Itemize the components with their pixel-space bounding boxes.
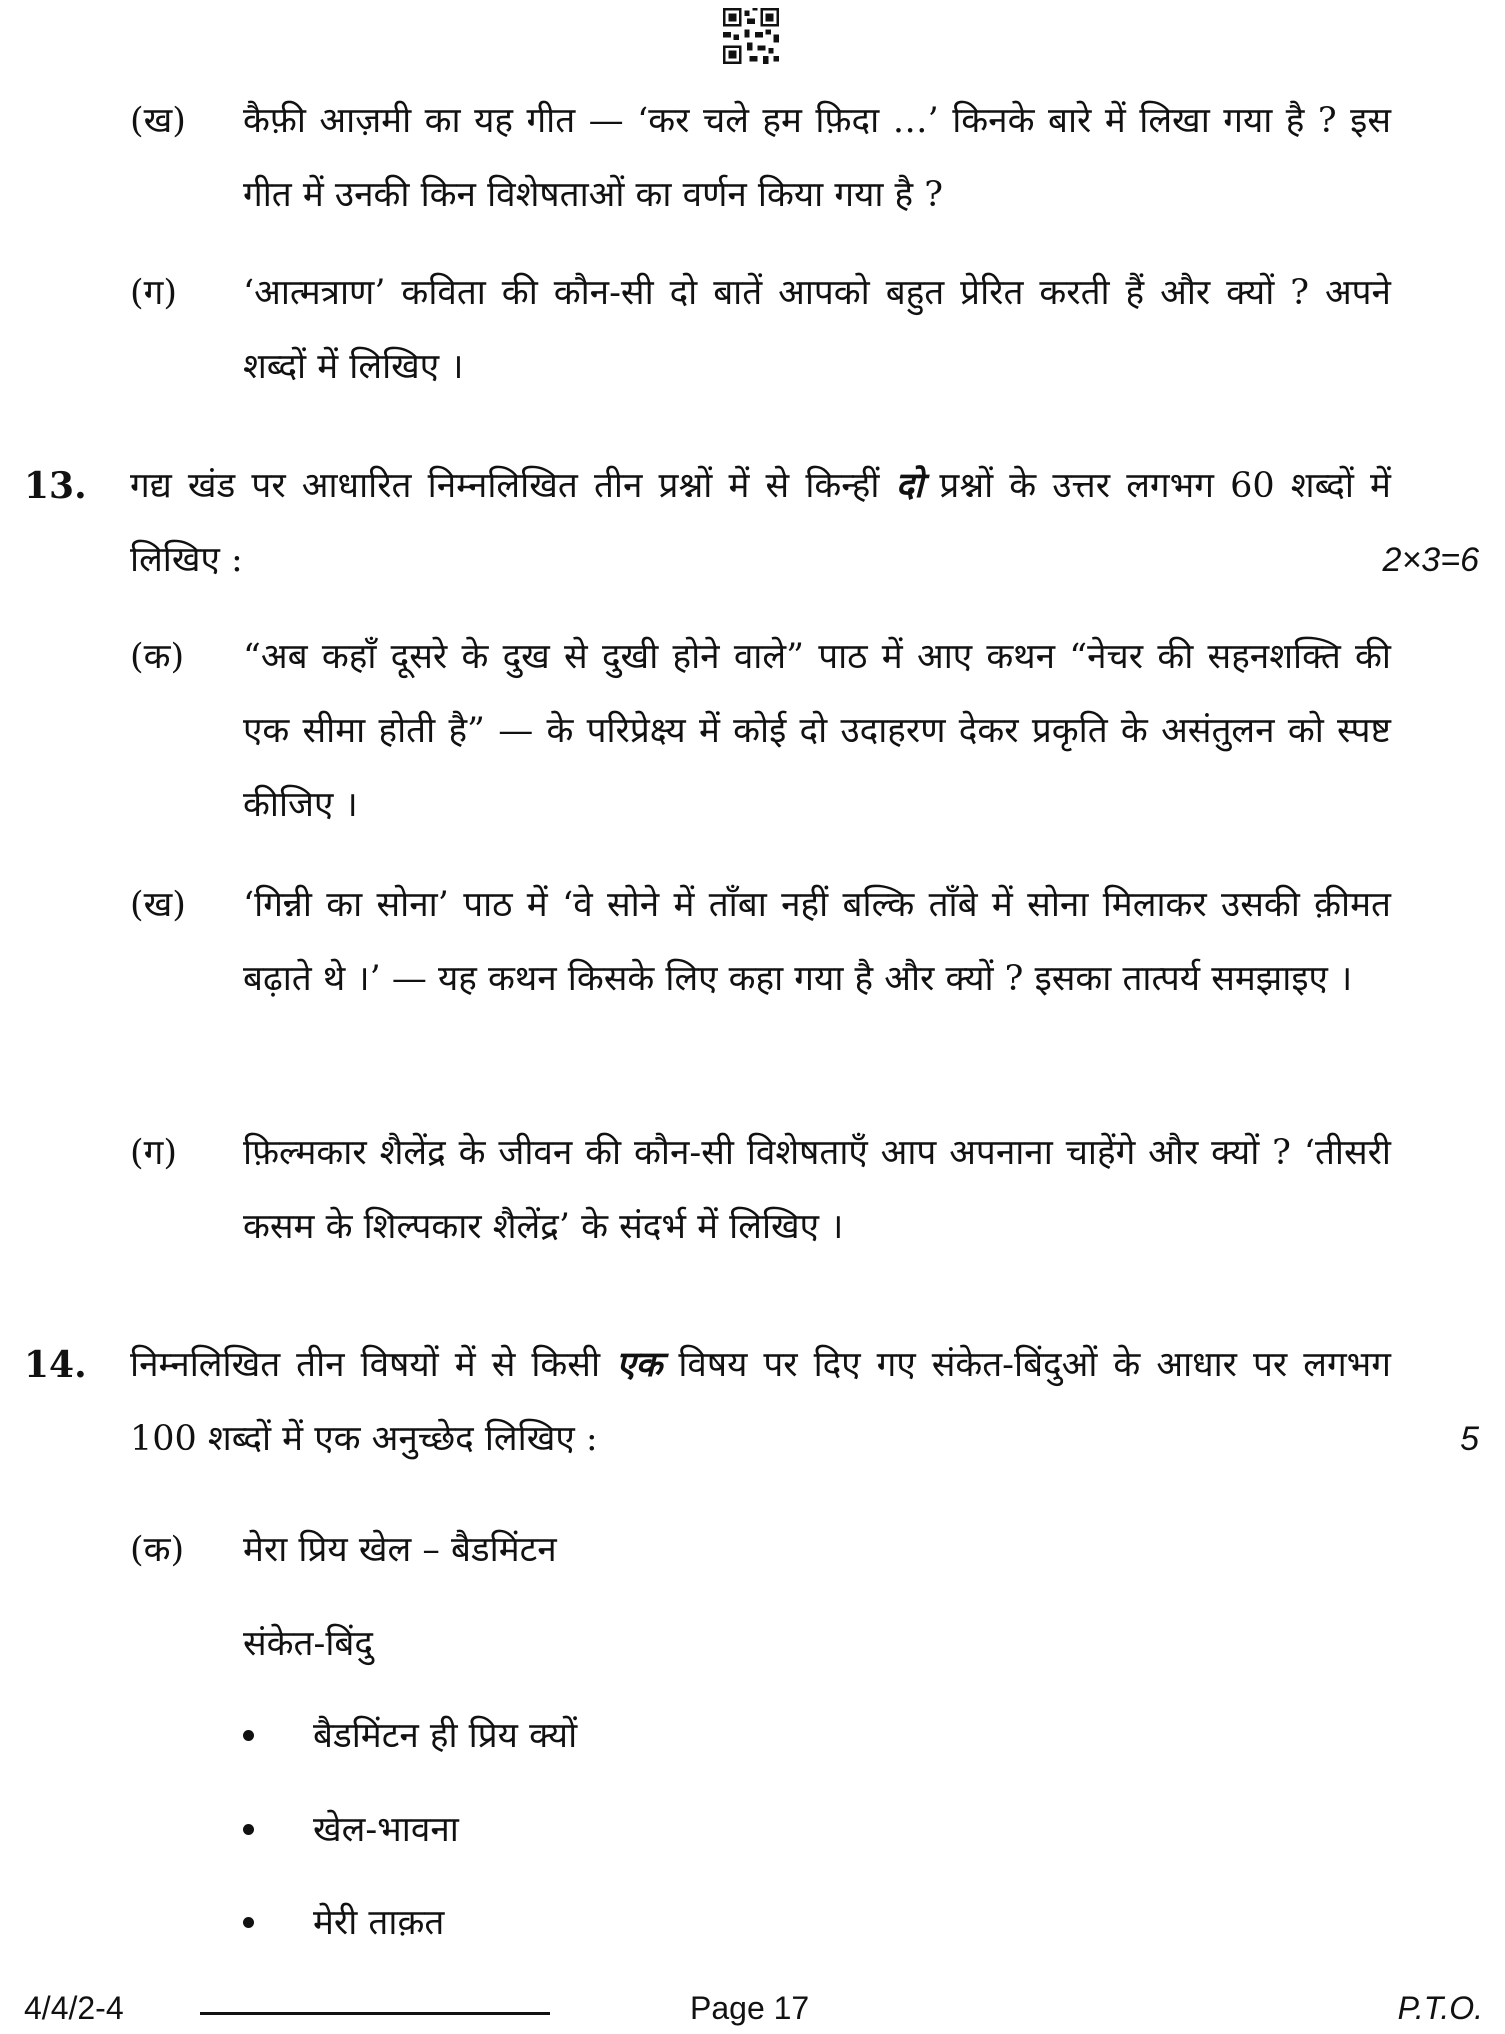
question-14-text bbox=[130, 1328, 1391, 1476]
emphasis-word: दो bbox=[895, 465, 924, 506]
part-label: (क) bbox=[130, 1530, 185, 1570]
question-text-after: प्रश्नों के उत्तर लगभग 60 शब्दों में लिखिए : bbox=[130, 466, 1391, 580]
part-label: (क) bbox=[130, 637, 185, 677]
question-text-before: निम्नलिखित तीन विषयों में से किसी bbox=[130, 1345, 601, 1385]
question-text-before: गद्य खंड पर आधारित निम्नलिखित तीन प्रश्नों में से किन्हीं bbox=[130, 466, 880, 506]
part-text: कैफ़ी आज़मी का यह गीत — ‘कर चले हम फ़िदा …’ किनके बारे में लिखा गया है ? इस गीत में उनकी किन विशेषताओं का वर्णन किया गया है ? bbox=[243, 101, 1391, 215]
part-label: (ग) bbox=[130, 273, 178, 313]
part-label: (ख) bbox=[130, 101, 186, 141]
part-text: ‘गिन्नी का सोना’ पाठ में ‘वे सोने में ताँबा नहीं बल्कि ताँबे में सोना मिलाकर उसकी क़ीमत बढ़ाते थे ।’ — यह कथन किसके लिए कहा गया है और क्यों ? इसका तात्पर्य समझाइए । bbox=[243, 885, 1391, 999]
part-text: “अब कहाँ दूसरे के दुख से दुखी होने वाले” पाठ में आए कथन “नेचर की सहनशक्ति की एक सीमा होती है” — के परिप्रेक्ष्य में कोई दो उदाहरण देकर प्रकृति के असंतुलन को स्पष्ट कीजिए । bbox=[243, 637, 1391, 825]
page-footer bbox=[0, 1980, 1505, 2034]
bullet-icon bbox=[243, 1730, 254, 1741]
marks-label: 5 bbox=[1460, 1420, 1479, 1458]
part-label: (ग) bbox=[130, 1133, 178, 1173]
bullet-icon bbox=[243, 1824, 254, 1835]
part-text: ‘आत्मत्राण’ कविता की कौन-सी दो बातें आपको बहुत प्रेरित करती हैं और क्यों ? अपने शब्दों में लिखिए । bbox=[243, 273, 1391, 387]
pto-label: P.T.O. bbox=[1397, 1990, 1483, 2026]
footer-divider bbox=[200, 2012, 550, 2015]
part-label: (ख) bbox=[130, 885, 186, 925]
question-number: 13. bbox=[24, 465, 87, 507]
hint-point-text: मेरी ताक़त bbox=[313, 1903, 445, 1943]
topic-title: मेरा प्रिय खेल – बैडमिंटन bbox=[243, 1530, 557, 1570]
question-text-after: विषय पर दिए गए संकेत-बिंदुओं के आधार पर लगभग 100 शब्दों में एक अनुच्छेद लिखिए : bbox=[130, 1345, 1391, 1459]
qr-code-icon bbox=[723, 8, 779, 64]
hint-point-text: बैडमिंटन ही प्रिय क्यों bbox=[313, 1716, 578, 1756]
question-13-text bbox=[130, 449, 1391, 597]
part-text: फ़िल्मकार शैलेंद्र के जीवन की कौन-सी विशेषताएँ आप अपनाना चाहेंगे और क्यों ? ‘तीसरी कसम के शिल्पकार शैलेंद्र’ के संदर्भ में लिखिए । bbox=[243, 1133, 1391, 1247]
hint-point-text: खेल-भावना bbox=[313, 1810, 459, 1850]
hint-label: संकेत-बिंदु bbox=[243, 1624, 373, 1664]
emphasis-word: एक bbox=[616, 1344, 663, 1385]
paper-code: 4/4/2-4 bbox=[24, 1990, 124, 2026]
marks-label: 2×3=6 bbox=[1382, 541, 1479, 579]
bullet-icon bbox=[243, 1917, 254, 1928]
page-number: Page 17 bbox=[690, 1990, 810, 2026]
question-number: 14. bbox=[24, 1344, 87, 1386]
